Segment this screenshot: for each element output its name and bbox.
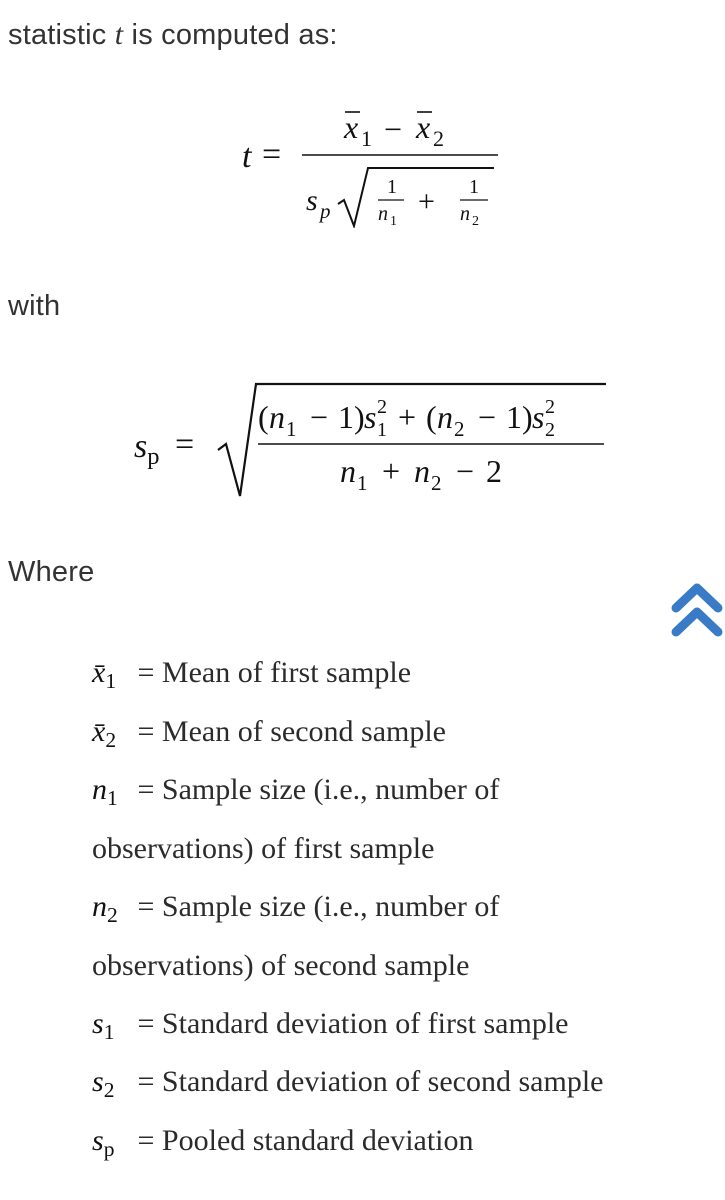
svg-text:1): 1) — [506, 399, 533, 435]
t-formula-equals: = — [262, 136, 282, 173]
definition-symbol: $x̄_1$ — [92, 656, 117, 694]
definition-text: = Standard deviation of second sample — [137, 1065, 604, 1098]
t-formula-graphic — [298, 108, 518, 228]
svg-text:n: n — [378, 203, 388, 225]
scroll-to-top-button[interactable] — [670, 578, 724, 642]
svg-text:−: − — [456, 453, 475, 489]
svg-text:n: n — [269, 399, 285, 435]
svg-text:x: x — [344, 109, 359, 145]
with-label: with — [8, 290, 61, 322]
svg-text:1: 1 — [286, 417, 297, 441]
definition-item — [92, 1065, 604, 1103]
definition-text: = Standard deviation of first sample — [137, 1007, 569, 1040]
svg-text:n: n — [414, 453, 430, 489]
definition-item — [92, 715, 446, 753]
svg-text:s: s — [364, 399, 377, 435]
svg-text:1: 1 — [469, 176, 479, 198]
svg-text:n: n — [340, 453, 356, 489]
definition-symbol: $n_1$ — [92, 773, 118, 811]
svg-text:s: s — [532, 399, 545, 435]
svg-text:2: 2 — [545, 419, 555, 441]
sp-formula-graphic — [214, 378, 614, 508]
svg-text:s: s — [306, 184, 318, 217]
svg-text:1: 1 — [361, 126, 372, 151]
svg-text:+: + — [418, 185, 435, 218]
svg-text:n: n — [437, 399, 453, 435]
definition-continuation: observations) of first sample — [92, 832, 435, 865]
definition-text: = Sample size (i.e., number of — [137, 890, 500, 923]
definition-item — [92, 1007, 569, 1045]
svg-text:1): 1) — [338, 399, 365, 435]
svg-text:1: 1 — [387, 176, 397, 198]
svg-text:+: + — [382, 453, 401, 489]
intro-var: t — [114, 18, 124, 51]
definition-text: = Pooled standard deviation — [137, 1124, 474, 1157]
definition-symbol: $s_2$ — [92, 1065, 115, 1103]
definition-item — [92, 773, 500, 811]
svg-text:2: 2 — [377, 396, 387, 418]
intro-text — [8, 18, 338, 52]
svg-text:−: − — [310, 399, 329, 435]
svg-text:1: 1 — [390, 214, 397, 228]
t-formula-lhs: t — [242, 138, 252, 175]
definition-symbol: $s_1$ — [92, 1007, 115, 1045]
svg-text:p: p — [320, 199, 331, 223]
definition-text: = Mean of second sample — [137, 715, 446, 748]
svg-text:2: 2 — [454, 417, 465, 441]
definition-item — [92, 890, 500, 928]
svg-text:(: ( — [258, 399, 269, 435]
svg-text:1: 1 — [377, 419, 387, 441]
definition-item — [92, 1124, 474, 1162]
sp-formula-equals: = — [175, 426, 195, 463]
definition-symbol: $x̄_2$ — [92, 715, 117, 753]
svg-text:1: 1 — [357, 471, 368, 495]
definition-continuation: observations) of second sample — [92, 949, 470, 982]
svg-text:2: 2 — [431, 471, 442, 495]
svg-text:2: 2 — [472, 214, 479, 228]
svg-text:x: x — [416, 109, 431, 145]
double-chevron-up-icon — [670, 578, 724, 642]
definition-symbol: $s_p$ — [92, 1124, 115, 1162]
svg-text:−: − — [478, 399, 497, 435]
svg-text:−: − — [384, 111, 403, 147]
definition-text: = Mean of first sample — [137, 656, 412, 689]
svg-text:(: ( — [426, 399, 437, 435]
intro-after: is computed as: — [123, 19, 338, 51]
svg-text:+: + — [398, 399, 417, 435]
svg-text:n: n — [460, 203, 470, 225]
where-label: Where — [8, 556, 95, 588]
sp-formula-lhs: $s_p$ — [134, 428, 160, 470]
intro-before: statistic — [8, 19, 115, 51]
definition-text: = Sample size (i.e., number of — [137, 773, 500, 806]
svg-text:2: 2 — [545, 396, 555, 418]
svg-text:2: 2 — [433, 126, 444, 151]
definition-item — [92, 656, 412, 694]
definition-symbol: $n_2$ — [92, 890, 118, 928]
svg-text:2: 2 — [486, 453, 502, 489]
